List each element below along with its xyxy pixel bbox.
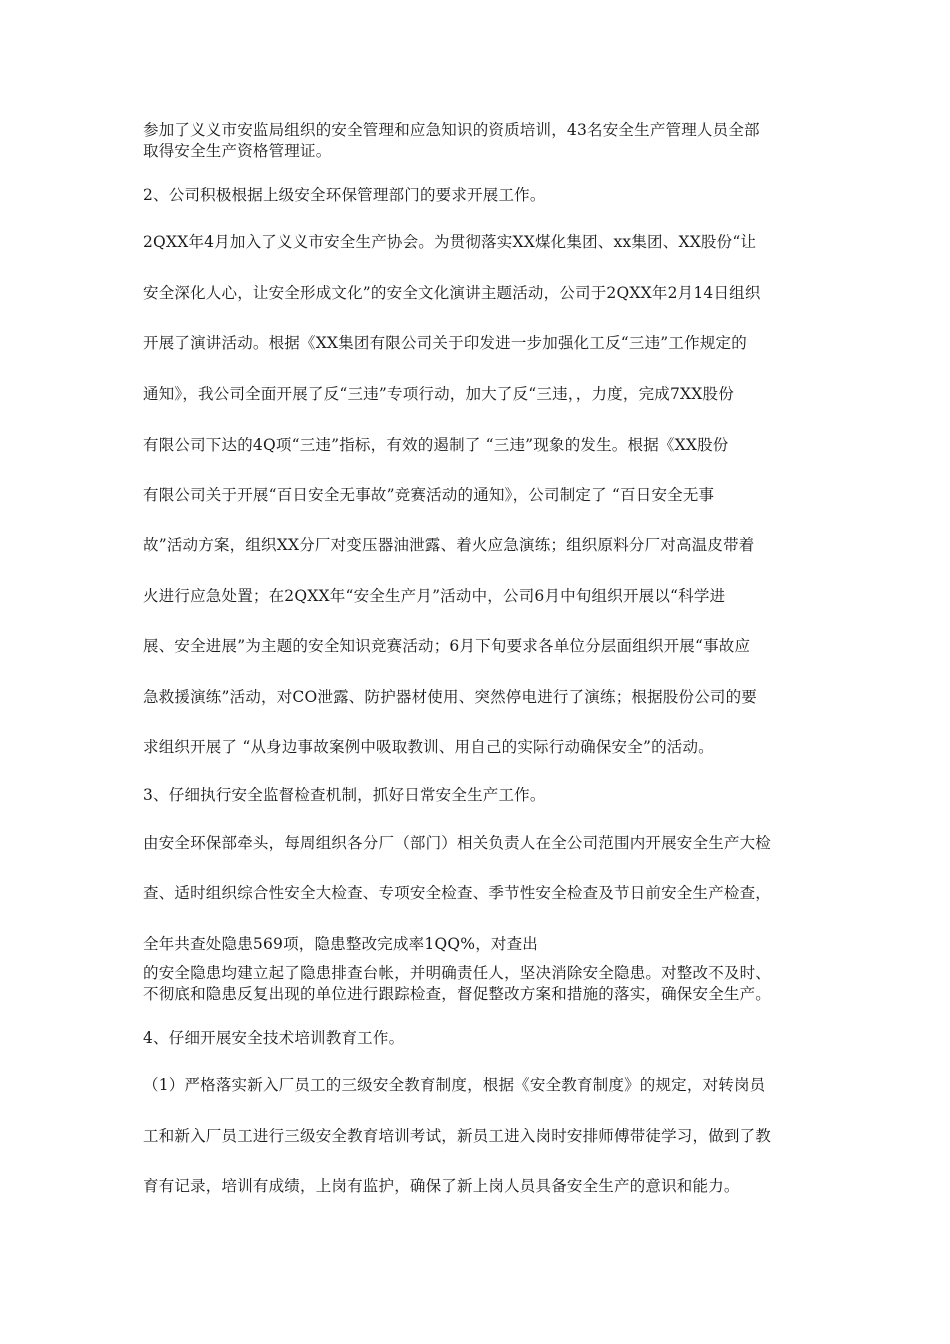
section-heading: 2、公司积极根据上级安全环保管理部门的要求开展工作。 (143, 186, 546, 204)
text-line: 查、适时组织综合性安全大检查、专项安全检查、季节性安全检查及节日前安全生产检查， (143, 884, 772, 902)
text-line: 急救援演练”活动，对CO泄露、防护器材使用、突然停电进行了演练；根据股份公司的要 (143, 688, 757, 706)
text-line: 2QXX年4月加入了义义市安全生产协会。为贯彻落实XX煤化集团、xx集团、XX股份“让 (143, 233, 757, 251)
text-line: 育有记录，培训有成绩，上岗有监护，确保了新上岗人员具备安全生产的意识和能力。 (143, 1177, 740, 1195)
text-line: 开展了演讲活动。根据《XX集团有限公司关于印发进一步加强化工反“三违”工作规定的 (143, 334, 747, 352)
text-line: 展、安全进展”为主题的安全知识竞赛活动；6月下旬要求各单位分层面组织开展“事故应 (143, 637, 751, 655)
text-line: 参加了义义市安监局组织的安全管理和应急知识的资质培训，43名安全生产管理人员全部 (143, 121, 760, 139)
text-line: 火进行应急处置；在2QXX年“安全生产月”活动中，公司6月中旬组织开展以“科学进 (143, 587, 726, 605)
text-line: 由安全环保部牵头，每周组织各分厂（部门）相关负责人在全公司范围内开展安全生产大检 (143, 834, 772, 852)
text-line: 安全深化人心，让安全形成文化”的安全文化演讲主题活动，公司于2QXX年2月14日组织 (143, 284, 761, 302)
text-line: 不彻底和隐患反复出现的单位进行跟踪检查，督促整改方案和措施的落实，确保安全生产。 (143, 985, 772, 1003)
text-line: 取得安全生产资格管理证。 (143, 142, 332, 160)
text-line: 故”活动方案，组织XX分厂对变压器油泄露、着火应急演练；组织原料分厂对高温皮带着 (143, 536, 755, 554)
text-line: 有限公司关于开展“百日安全无事故”竞赛活动的通知》，公司制定了 “百日安全无事 (143, 486, 715, 504)
text-line: （1）严格落实新入厂员工的三级安全教育制度，根据《安全教育制度》的规定，对转岗员 (143, 1076, 766, 1094)
text-line: 通知》，我公司全面开展了反“三违”专项行动，加大了反“三违，，力度，完成7XX股份 (143, 385, 734, 403)
section-heading: 3、仔细执行安全监督检查机制，抓好日常安全生产工作。 (143, 786, 546, 804)
text-line: 全年共查处隐患569项，隐患整改完成率1QQ%，对查出 (143, 935, 538, 953)
section-heading: 4、仔细开展安全技术培训教育工作。 (143, 1029, 405, 1047)
text-line: 的安全隐患均建立起了隐患排查台帐，并明确责任人，坚决消除安全隐患。对整改不及时、 (143, 964, 772, 982)
text-line: 求组织开展了 “从身边事故案例中吸取教训、用自己的实际行动确保安全”的活动。 (143, 738, 714, 756)
text-line: 工和新入厂员工进行三级安全教育培训考试，新员工进入岗时安排师傅带徒学习，做到了教 (143, 1127, 772, 1145)
text-line: 有限公司下达的4Q项“三违”指标，有效的遏制了 “三违”现象的发生。根据《XX股份 (143, 436, 729, 454)
